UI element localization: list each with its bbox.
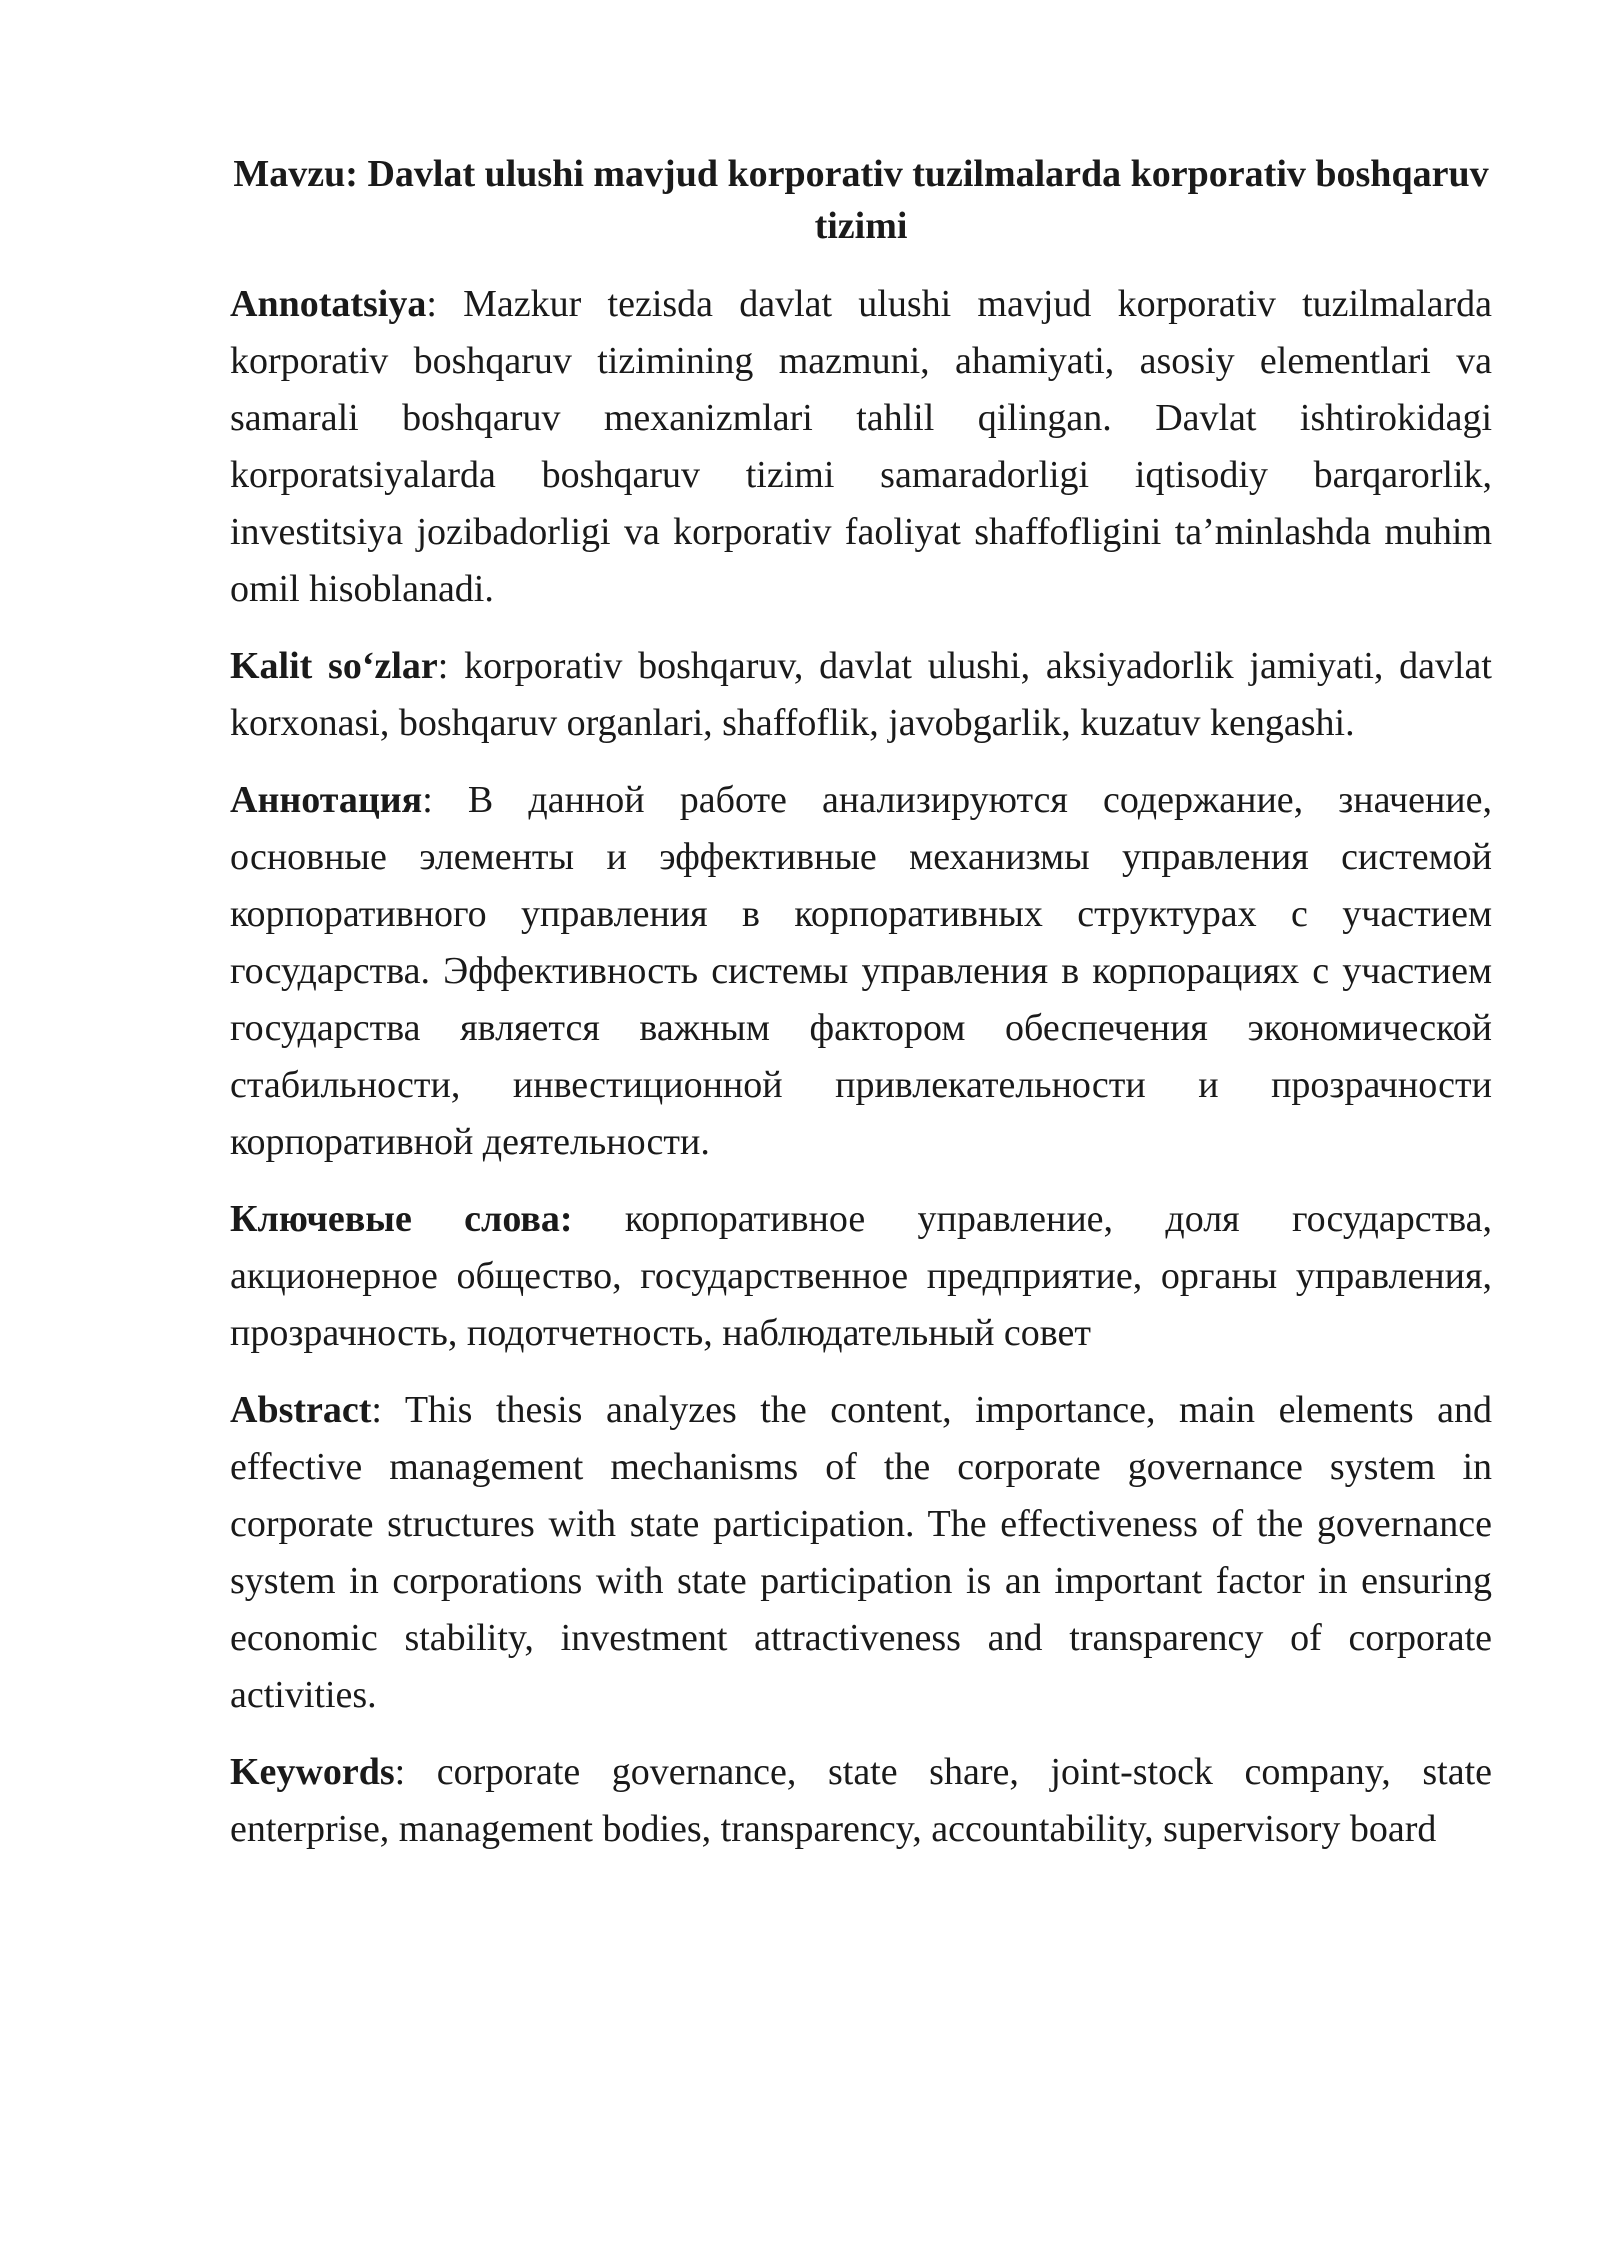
annotation-uz-text: Mazkur tezisda davlat ulushi mavjud korporativ tuzilmalarda korporativ boshqaruv tizimining mazmuni, ahamiyati, asosiy elementlari va samarali boshqaruv mexanizmlari tahlil qilingan. Davlat ishtirokidagi korporatsiyalarda boshqaruv tizimi samaradorligi iqtisodiy barqarorlik, investitsiya jozibadorligi va korporativ faoliyat shaffofligini ta’minlashda muhim omil hisoblanadi. — [230, 283, 1492, 610]
keywords-ru-text: корпоративное управление, доля государства, акционерное общество, государственное предприятие, органы управления, прозрачность, подотчетность, наблюдательный совет — [230, 1198, 1492, 1354]
annotation-ru-separator: : — [422, 779, 468, 821]
annotation-uz-label: Annotatsiya — [230, 283, 427, 325]
keywords-uz-text: korporativ boshqaruv, davlat ulushi, aksiyadorlik jamiyati, davlat korxonasi, boshqaruv organlari, shaffoflik, javobgarlik, kuzatuv kengashi. — [230, 645, 1492, 744]
keywords-uz-label: Kalit so‘zlar — [230, 645, 438, 687]
annotation-ru — [230, 772, 1492, 1171]
annotation-ru-label: Аннотация — [230, 779, 423, 821]
keywords-uz — [230, 638, 1492, 752]
annotation-uz-separator: : — [426, 283, 464, 325]
keywords-en-label: Keywords — [230, 1751, 395, 1793]
document-page — [230, 148, 1492, 1878]
abstract-en-separator: : — [371, 1389, 405, 1431]
keywords-ru-label: Ключевые слова: — [230, 1198, 573, 1240]
keywords-en — [230, 1744, 1492, 1858]
annotation-uz — [230, 276, 1492, 618]
document-title: Mavzu: Davlat ulushi mavjud korporativ tuzilmalarda korporativ boshqaruv tizimi — [233, 153, 1489, 247]
keywords-ru-separator — [573, 1198, 625, 1240]
abstract-en-text: This thesis analyzes the content, importance, main elements and effective management mechanisms of the corporate governance system in corporate structures with state participation. The effectiveness of the governance system in corporations with state participation is an important factor in ensuring economic stability, investment attractiveness and transparency of corporate activities. — [230, 1389, 1493, 1716]
abstract-en — [230, 1382, 1492, 1724]
keywords-en-text: corporate governance, state share, joint-stock company, state enterprise, management bodies, transparency, accountability, supervisory board — [230, 1751, 1492, 1850]
keywords-uz-separator: : — [437, 645, 465, 687]
abstract-en-label: Abstract — [230, 1389, 372, 1431]
keywords-en-separator: : — [394, 1751, 437, 1793]
keywords-ru — [230, 1191, 1492, 1362]
annotation-ru-text: В данной работе анализируются содержание, значение, основные элементы и эффективные механизмы управления системой корпоративного управления в корпоративных структурах с участием государства. Эффективность системы управления в корпорациях с участием государства является важным фактором обеспечения экономической стабильности, инвестиционной привлекательности и прозрачности корпоративной деятельности. — [230, 779, 1492, 1163]
